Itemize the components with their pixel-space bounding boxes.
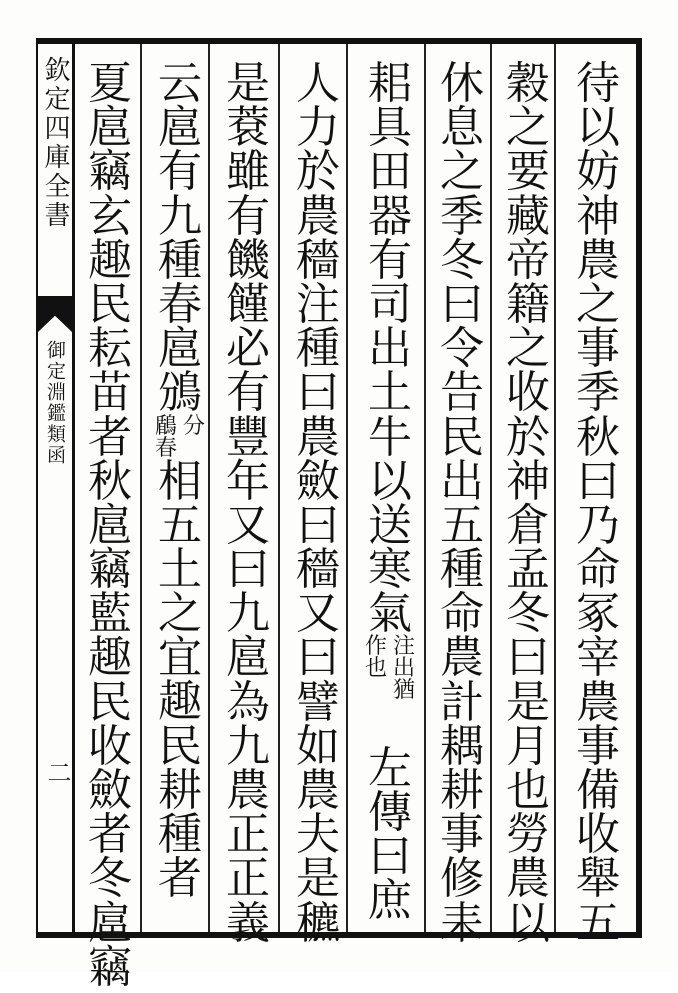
glyph: 穀 <box>506 58 550 109</box>
glyph: 命 <box>576 544 620 596</box>
glyph: 趣 <box>88 632 132 684</box>
glyph: 氣 <box>368 588 412 640</box>
glyph: 者 <box>88 411 132 463</box>
glyph: 農 <box>296 190 340 242</box>
text-segment <box>500 544 556 949</box>
text-segment <box>152 58 208 419</box>
glyph: 農 <box>226 765 270 816</box>
text-segment <box>220 499 276 949</box>
glyph: 帝 <box>506 234 550 286</box>
glyph: 送 <box>368 499 412 551</box>
note-glyph: 鶞 <box>154 413 177 439</box>
glyph: 扈 <box>226 632 270 684</box>
glyph: 土 <box>368 367 412 419</box>
text-segment <box>434 190 490 949</box>
glyph: 斂 <box>88 765 132 816</box>
glyph: 有 <box>226 367 270 419</box>
glyph: 又 <box>296 588 340 640</box>
glyph: 是 <box>296 853 340 905</box>
glyph: 曰 <box>368 831 412 882</box>
glyph: 竊 <box>88 941 132 993</box>
glyph: 九 <box>226 720 270 772</box>
glyph: 於 <box>506 411 550 463</box>
glyph: 正 <box>226 809 270 861</box>
frame-right-border <box>636 38 642 938</box>
glyph: 妨 <box>576 146 620 198</box>
glyph: 豐 <box>226 411 270 463</box>
column-rule <box>424 44 426 932</box>
text-segment <box>82 58 138 993</box>
text-segment <box>362 58 418 640</box>
glyph: 藏 <box>506 190 550 242</box>
glyph: 曰 <box>296 367 340 419</box>
glyph: 出 <box>440 455 484 507</box>
glyph: 命 <box>440 588 484 640</box>
glyph: 季 <box>440 190 484 242</box>
glyph: 扈 <box>88 499 132 551</box>
fish-tail-mark <box>38 296 72 332</box>
glyph: 土 <box>158 543 202 595</box>
text-segment <box>434 58 490 198</box>
glyph: 扈 <box>88 897 132 949</box>
glyph: 出 <box>368 323 412 375</box>
glyph: 竊 <box>88 146 132 198</box>
glyph: 耕 <box>440 765 484 816</box>
glyph: 冢 <box>576 588 620 640</box>
glyph: 農 <box>576 676 620 728</box>
column-rule <box>278 44 280 932</box>
glyph: 事 <box>440 809 484 861</box>
glyph: 鳻 <box>158 367 202 419</box>
glyph: 之 <box>576 278 620 330</box>
glyph: 息 <box>440 102 484 154</box>
glyph: 具 <box>368 102 412 154</box>
glyph: 五 <box>440 499 484 551</box>
text-segment <box>290 588 346 949</box>
glyph: 曰 <box>296 499 340 551</box>
column-rule <box>140 44 142 932</box>
glyph: 神 <box>576 190 620 242</box>
glyph: 竊 <box>88 544 132 596</box>
text-segment <box>220 58 276 507</box>
glyph: 傳 <box>368 786 412 838</box>
glyph: 左 <box>368 742 412 794</box>
glyph: 民 <box>158 720 202 772</box>
glyph: 民 <box>88 278 132 330</box>
text-column <box>570 58 626 949</box>
note-glyph: 猶 <box>392 678 415 704</box>
glyph: 必 <box>226 323 270 375</box>
glyph: 寒 <box>368 544 412 596</box>
glyph: 之 <box>506 323 550 375</box>
glyph: 秋 <box>88 455 132 507</box>
margin-page-number: 二 <box>43 760 71 784</box>
column-rule <box>346 44 348 932</box>
glyph: 令 <box>440 323 484 375</box>
glyph: 秋 <box>576 411 620 463</box>
note-line <box>153 413 179 461</box>
glyph: 要 <box>506 146 550 198</box>
glyph: 收 <box>506 367 550 419</box>
glyph: 有 <box>158 146 202 198</box>
glyph: 云 <box>158 58 202 109</box>
glyph: 之 <box>506 102 550 154</box>
note-line <box>181 413 207 460</box>
text-column <box>290 58 346 949</box>
glyph: 冬 <box>440 234 484 286</box>
frame-top-border <box>36 38 642 44</box>
text-column <box>82 58 138 993</box>
glyph: 事 <box>576 720 620 772</box>
glyph: 苗 <box>88 367 132 419</box>
glyph: 以 <box>506 897 550 949</box>
glyph: 月 <box>506 720 550 772</box>
glyph: 耒 <box>440 897 484 949</box>
glyph: 為 <box>226 676 270 728</box>
margin-subtitle: 御定淵鑑類函 <box>44 340 66 466</box>
interlinear-note <box>363 636 417 702</box>
glyph: 人 <box>296 58 340 109</box>
glyph: 也 <box>506 765 550 816</box>
note-line <box>391 636 417 702</box>
glyph: 以 <box>576 102 620 154</box>
glyph: 力 <box>296 102 340 154</box>
glyph: 又 <box>226 499 270 551</box>
glyph: 種 <box>158 809 202 860</box>
text-segment <box>362 742 418 927</box>
glyph: 季 <box>576 367 620 419</box>
glyph: 曰 <box>506 632 550 684</box>
glyph: 趣 <box>158 676 202 728</box>
glyph: 穡 <box>296 234 340 286</box>
glyph: 倉 <box>506 499 550 551</box>
glyph: 者 <box>158 853 202 905</box>
text-column <box>500 58 556 949</box>
glyph: 種 <box>296 323 340 375</box>
glyph: 冬 <box>88 853 132 905</box>
glyph: 民 <box>88 676 132 728</box>
text-segment <box>570 58 626 375</box>
glyph: 收 <box>88 720 132 772</box>
glyph: 春 <box>158 278 202 330</box>
text-column <box>152 58 208 932</box>
note-glyph: 作 <box>364 634 387 660</box>
glyph: 饑 <box>226 234 270 286</box>
glyph: 九 <box>226 588 270 640</box>
glyph: 民 <box>440 411 484 463</box>
glyph: 宜 <box>158 632 202 684</box>
glyph: 農 <box>440 632 484 684</box>
column-rule <box>208 44 210 932</box>
glyph: 耦 <box>440 720 484 772</box>
note-glyph: 也 <box>364 656 387 682</box>
glyph: 曰 <box>226 544 270 596</box>
glyph: 相 <box>158 455 202 507</box>
glyph: 司 <box>368 278 412 330</box>
glyph: 宰 <box>576 632 620 684</box>
glyph: 神 <box>506 455 550 507</box>
column-rule <box>490 44 492 932</box>
glyph: 是 <box>226 58 270 109</box>
frame-left-border <box>36 38 38 938</box>
note-glyph: 分 <box>182 413 205 439</box>
glyph: 扈 <box>158 102 202 154</box>
glyph: 備 <box>576 765 620 816</box>
glyph: 事 <box>576 323 620 375</box>
glyph: 之 <box>440 146 484 198</box>
text-column <box>362 58 418 932</box>
margin-divider <box>72 44 75 932</box>
glyph: 乃 <box>576 499 620 551</box>
glyph: 有 <box>368 234 412 286</box>
glyph: 舉 <box>576 853 620 905</box>
glyph: 曰 <box>296 632 340 684</box>
glyph: 玄 <box>88 190 132 242</box>
interlinear-note <box>153 413 207 461</box>
glyph: 是 <box>506 676 550 728</box>
glyph: 於 <box>296 146 340 198</box>
glyph: 耕 <box>158 764 202 816</box>
glyph: 休 <box>440 58 484 109</box>
glyph: 農 <box>296 411 340 463</box>
text-segment <box>152 455 208 905</box>
glyph: 趣 <box>88 234 132 286</box>
text-column <box>434 58 490 949</box>
glyph: 九 <box>158 190 202 242</box>
glyph: 扈 <box>88 102 132 154</box>
glyph: 田 <box>368 146 412 198</box>
glyph: 曰 <box>440 278 484 330</box>
glyph: 曰 <box>576 455 620 507</box>
glyph: 譬 <box>296 676 340 728</box>
glyph: 籍 <box>506 278 550 330</box>
glyph: 農 <box>576 234 620 286</box>
glyph: 勞 <box>506 809 550 861</box>
glyph: 修 <box>440 853 484 905</box>
glyph: 之 <box>158 588 202 640</box>
glyph: 雖 <box>226 146 270 198</box>
glyph: 孟 <box>506 544 550 596</box>
text-segment <box>290 58 346 596</box>
glyph: 夫 <box>296 809 340 861</box>
glyph: 以 <box>368 455 412 507</box>
glyph: 穮 <box>296 897 340 949</box>
glyph: 五 <box>158 499 202 551</box>
glyph: 蔉 <box>226 102 270 154</box>
glyph: 如 <box>296 720 340 772</box>
glyph: 農 <box>296 765 340 816</box>
glyph: 斂 <box>296 455 340 507</box>
note-glyph: 出 <box>392 656 415 682</box>
glyph: 義 <box>226 897 270 949</box>
glyph: 正 <box>226 853 270 905</box>
glyph: 夏 <box>88 58 132 109</box>
glyph: 收 <box>576 809 620 861</box>
glyph: 種 <box>158 234 202 286</box>
glyph: 饉 <box>226 278 270 330</box>
glyph: 告 <box>440 367 484 419</box>
note-line <box>363 636 389 702</box>
glyph: 者 <box>88 809 132 861</box>
glyph: 計 <box>440 676 484 728</box>
glyph: 扈 <box>158 323 202 375</box>
note-glyph: 春 <box>154 435 177 461</box>
glyph: 庶 <box>368 875 412 927</box>
glyph: 器 <box>368 190 412 242</box>
glyph: 耜 <box>368 58 412 109</box>
glyph: 穡 <box>296 544 340 596</box>
note-glyph: 注 <box>392 634 415 660</box>
glyph: 耘 <box>88 323 132 375</box>
glyph: 種 <box>440 544 484 596</box>
glyph: 有 <box>226 190 270 242</box>
text-column <box>220 58 276 949</box>
glyph: 農 <box>506 853 550 905</box>
text-segment <box>500 58 556 551</box>
glyph: 注 <box>296 278 340 330</box>
glyph: 五 <box>576 897 620 949</box>
text-segment <box>570 367 626 949</box>
glyph: 藍 <box>88 588 132 640</box>
margin-title: 欽定四庫全書 <box>40 56 70 230</box>
glyph: 待 <box>576 58 620 109</box>
glyph: 冬 <box>506 588 550 640</box>
glyph: 牛 <box>368 411 412 463</box>
glyph: 年 <box>226 455 270 507</box>
